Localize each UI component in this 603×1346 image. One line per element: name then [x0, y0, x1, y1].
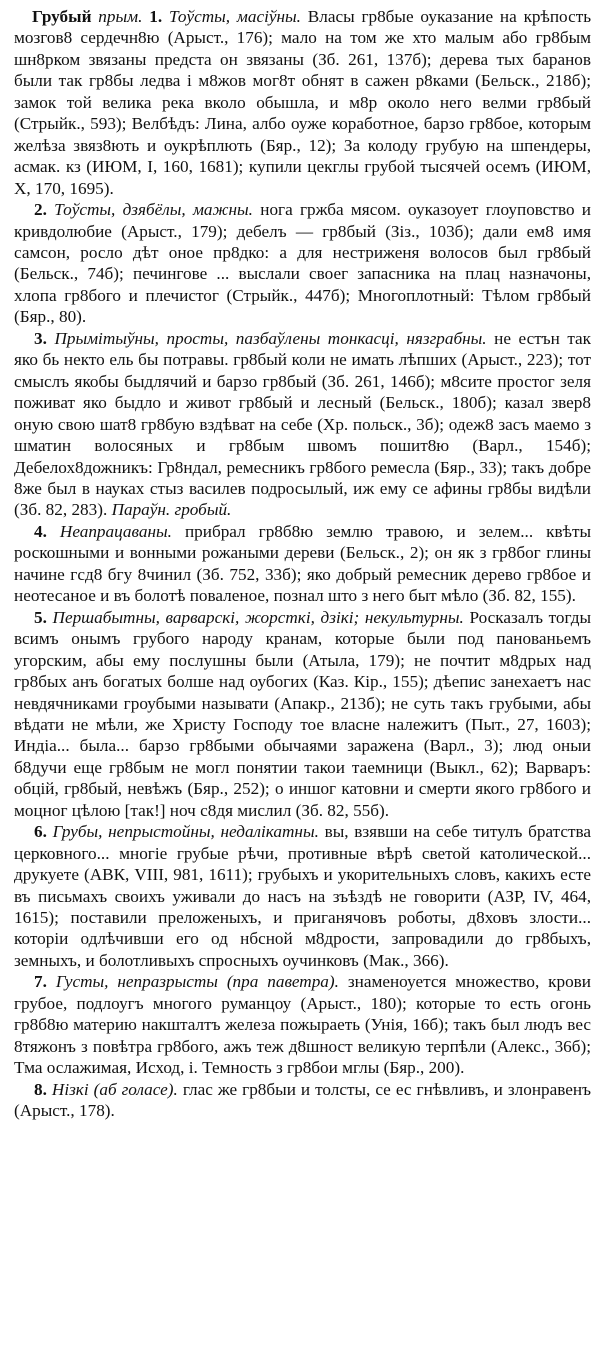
sense-citations: знаменоуется множество, крови грубое, подлоугъ многого руманцоу (Арыст., 180); которые то есть огонь гр8б8ю материю накшталтъ железа пожыраеть (Унія, 16б); такъ был людъ вес 8тяжонъ з повѣтра гр8бого, ажъ теж д8шност великую терпѣли (Алекс., 36б); Тма ослажимая, Исход, і. Темность з гр8бои мглы (Бяр., 200). [14, 972, 591, 1078]
sense-definition: Тоўсты, дзябёлы, мажны. [54, 200, 253, 220]
sense-4 [14, 521, 591, 607]
sense-number: 6. [34, 822, 47, 842]
sense-1 [14, 6, 591, 199]
sense-definition: Прымітыўны, просты, пазбаўлены тонкасці, нязграбны. [54, 328, 487, 348]
sense-number: 3. [34, 328, 47, 348]
sense-number: 8. [34, 1079, 47, 1099]
sense-3 [14, 328, 591, 521]
sense-5 [14, 607, 591, 822]
sense-citations: не естън так яко бь некто ель бы потравы. гр8бый коли не имать лѣпших (Арыст., 223); тот смыслъ якобы быдлячий и барзо гр8бый (Зб. 261, 146б); м8сите простог зеля поживат яко быдло и живот гр8бый и лесный (Бельск., 180б); казал звер8 оную свою шат8 гр8бую вздѣват на себе (Хр. польск., 3б); одеж8 засъ маемо з шматин волосяных и гр8бым швомъ пошит8ю (Варл., 154б); Дебелох8дожникъ: Гр8ндал, ремесникъ гр8бого ремесла (Бяр., 33); такъ добре 8же был в науках стыз василев подросылый, иж ему се афины гр8бы видѣли (Зб. 82, 283). [14, 328, 592, 520]
sense-citations: вы, взявши на себе титулъ братства церковного... многіе грубые рѣчи, противные вѣрѣ светой католической... друкуете (АВК, VIII, 981, 1611); грубыхъ и укорительныхъ словъ, какихъ есте въ письмахъ своихъ уживали до насъ на зъѣздѣ не говорити (АЗР, IV, 464, 1615); поставили преложеныхъ, и приганячовъ роботы, д8ховъ злости... которіи одлѣчивши его од нбсной м8дрости, запровадили до гр8быхъ, земныхъ, и болотливыхъ спросныхъ оучинковъ (Мак., 366). [14, 822, 592, 970]
part-of-speech: прым. [98, 7, 143, 26]
sense-6 [14, 821, 591, 971]
sense-7 [14, 971, 591, 1078]
sense-definition: Першабытны, варварскі, жорсткі, дзікі; некультурны. [52, 607, 464, 627]
sense-citations: прибрал гр8б8ю землю травою, и зелем... квѣты роскошными и вонными рожаными дереви (Бельск., 2); он як з гр8бог глины начине гсд8 бгу 8чинил (Зб. 752, 33б); яко добрый ремесник дерево гр8бое и неотесаное и въ болотѣ поваленое, познал што з него быт мѣло (Зб. 82, 155). [14, 521, 592, 606]
sense-8 [14, 1079, 591, 1122]
sense-number: 4. [34, 521, 47, 541]
sense-definition: Неапрацаваны. [59, 521, 172, 541]
sense-definition: Нізкі (аб голасе). [51, 1079, 178, 1099]
cross-reference: Параўн. гробый. [111, 500, 232, 520]
sense-number: 2. [34, 200, 47, 220]
sense-2 [14, 199, 591, 328]
sense-number: 1. [149, 7, 163, 26]
sense-definition: Грубы, непрыстойны, недалікатны. [52, 822, 319, 842]
headword: Грубый [32, 7, 92, 26]
sense-citations: нога гржба мясом. оуказоует глоуповство и кривдолюбие (Арыст., 179); дебелъ — гр8бый (Зіз., 103б); дали ем8 имя самсон, росло дѣт оное пр8дко: а для нестриженя волосов был гр8бый (Бельск., 74б); печингове ... выслали своег запасника на плац назначоны, хлопа гр8бого и плечистог (Стрыйк., 447б); Многоплотный: Тѣлом гр8бый (Бяр., 80). [14, 200, 592, 327]
sense-number: 5. [34, 607, 47, 627]
sense-number: 7. [34, 972, 47, 992]
sense-citations: глас же гр8быи и толсты, се ес гнѣвливъ, и злонравенъ (Арыст., 178). [14, 1079, 591, 1121]
sense-citations: Росказалъ тогды всимъ онымъ грубого народу кранам, которые были под панованьемъ угорским, абы ему послушны были (Атыла, 179); не почтит м8дрых над гр8бых анъ богатых болше над оубогих (Каз. Кір., 155); дѣепис занехаетъ нас невдячниками гроубыми называти (Апакр., 213б); не суть такъ грубыми, абы вѣдати не мѣли, же Христу Господу тое власне належитъ (Пыт., 27, 1603); Индіа... была... барзо гр8быми обычаями заражена (Варл., 3); люд оныи б8дучи еще гр8бым не могл понятии такои таемници (Выкл., 62); Варваръ: обцій, гр8бый, невѣжъ (Бяр., 252); о иншог катовни и смерти якого гр8бого и моцног цѣлою [так!] ноч с8дя мислил (Зб. 82, 55б). [14, 607, 592, 820]
sense-definition: Тоўсты, масіўны. [168, 7, 301, 26]
sense-definition: Густы, непразрысты (пра паветра). [55, 972, 339, 992]
sense-citations: Власы гр8бые оуказание на крѣпость мозгов8 сердечн8ю (Арыст., 176); мало на том же хто малым або гр8бым шн8рком звязаны предста он звязаны (Зб. 261, 137б); дерева тых баранов были так гр8бы ледва і м8жов мог8т обнят в сажен р8ками (Бельск., 218б); замок той велика река вколо обышла, и м8р около него велми гр8бый (Стрыйк., 593); Велбѣдъ: Лина, албо оуже коработное, барзо гр8бое, которым желѣза звяз8ють и оукрѣплють (Бяр., 12); За колоду грубую на шпендеры, асмак. кз (ИЮМ, I, 160, 1681); купили цекглы грубой тысячей осемъ (ИЮМ, X, 170, 1695). [14, 7, 592, 198]
